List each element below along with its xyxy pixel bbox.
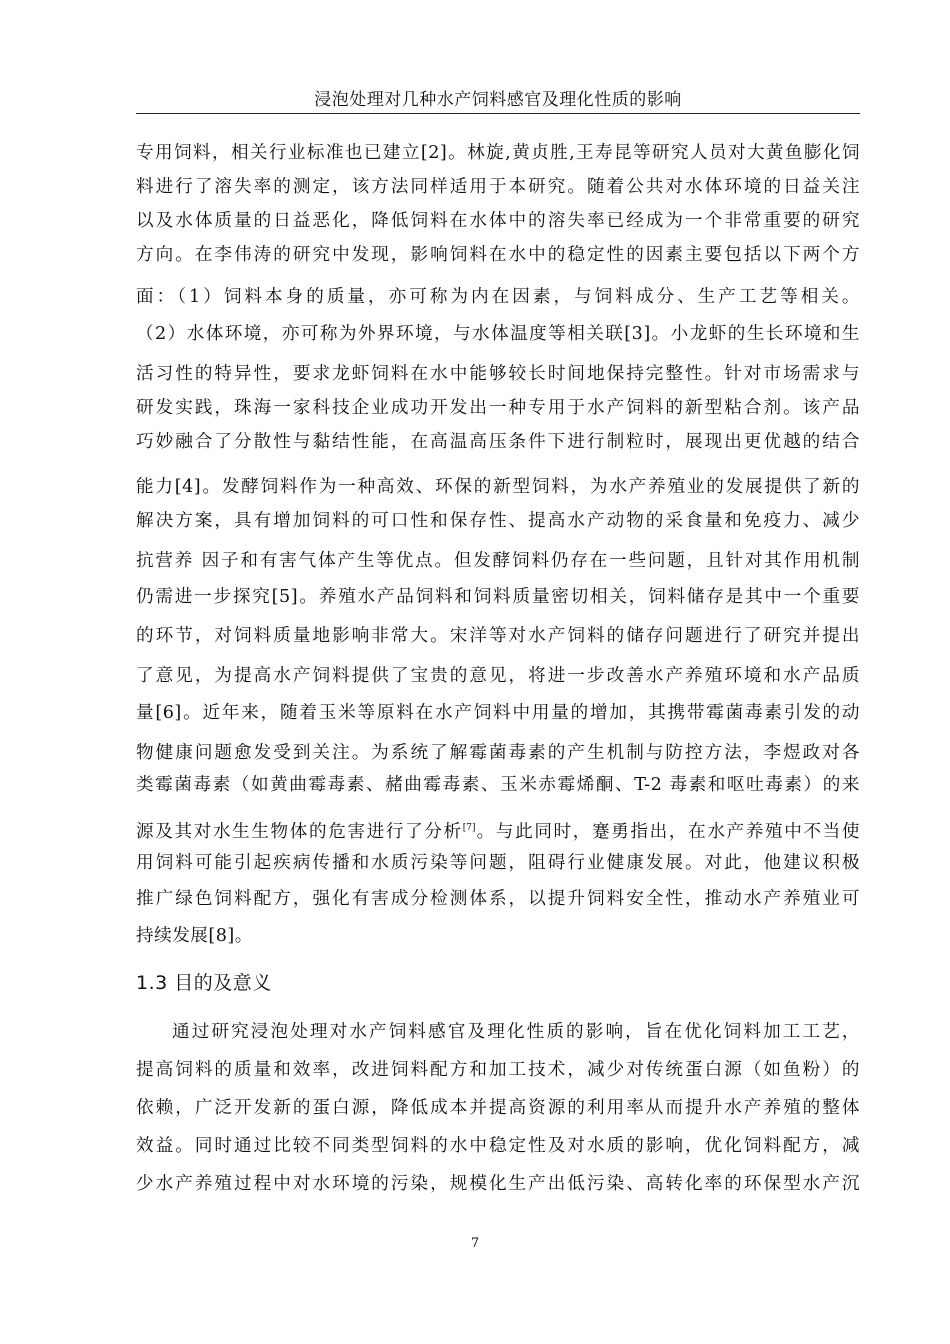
paragraph-line: 面：（1）饲料本身的质量，亦可称为内在因素，与饲料成分、生产工艺等相关。 (136, 287, 860, 307)
paragraph-line: 能力[4]。发酵饲料作为一种高效、环保的新型饲料，为水产养殖业的发展提供了新的 (136, 477, 860, 497)
paragraph-line: 活习性的特异性，要求龙虾饲料在水中能够较长时间地保持完整性。针对市场需求与 (136, 364, 860, 384)
section-heading: 1.3 目的及意义 (136, 972, 272, 994)
paragraph-line: 专用饲料，相关行业标准也已建立[2]。林旋,黄贞胜,王寿昆等研究人员对大黄鱼膨化饲 (136, 143, 860, 163)
paragraph-line: 依赖，广泛开发新的蛋白源，降低成本并提高资源的利用率从而提升水产养殖的整体 (136, 1098, 860, 1118)
paragraph-line: 类霉菌毒素（如黄曲霉毒素、赭曲霉毒素、玉米赤霉烯酮、T-2 毒素和呕吐毒素）的来 (136, 775, 860, 795)
paragraph-line: 少水产养殖过程中对水环境的污染，规模化生产出低污染、高转化率的环保型水产沉 (136, 1174, 860, 1194)
paragraph-line: 推广绿色饲料配方，强化有害成分检测体系，以提升饲料安全性，推动水产养殖业可 (136, 889, 860, 909)
page-number: 7 (470, 1236, 480, 1251)
citation: [7] (462, 823, 476, 833)
paragraph-line: 效益。同时通过比较不同类型饲料的水中稳定性及对水质的影响，优化饲料配方，减 (136, 1136, 860, 1156)
paragraph-line: 持续发展[8]。 (136, 926, 253, 946)
paragraph-line: 量[6]。近年来，随着玉米等原料在水产饲料中用量的增加，其携带霉菌毒素引发的动 (136, 703, 860, 723)
paragraph-line: 研发实践，珠海一家科技企业成功开发出一种专用于水产饲料的新型粘合剂。该产品 (136, 398, 860, 418)
paragraph-line: 方向。在李伟涛的研究中发现，影响饲料在水中的稳定性的因素主要包括以下两个方 (136, 245, 860, 265)
paragraph-line: 通过研究浸泡处理对水产饲料感官及理化性质的影响，旨在优化饲料加工工艺， (172, 1022, 860, 1042)
paragraph-line: 料进行了溶失率的测定，该方法同样适用于本研究。随着公共对水体环境的日益关注 (136, 177, 860, 197)
running-header: 浸泡处理对几种水产饲料感官及理化性质的影响 (314, 90, 682, 110)
paragraph-line: 抗营养 因子和有害气体产生等优点。但发酵饲料仍存在一些问题，且针对其作用机制 (136, 551, 860, 571)
paragraph-line: 用饲料可能引起疾病传播和水质污染等问题，阻碍行业健康发展。对此，他建议积极 (136, 853, 860, 873)
paragraph-line: 了意见，为提高水产饲料提供了宝贵的意见，将进一步改善水产养殖环境和水产品质 (136, 666, 860, 686)
paragraph-line: 巧妙融合了分散性与黏结性能，在高温高压条件下进行制粒时，展现出更优越的结合 (136, 432, 860, 452)
paragraph-line: 提高饲料的质量和效率，改进饲料配方和加工技术，减少对传统蛋白源（如鱼粉）的 (136, 1060, 860, 1080)
line-text: 。与此同时，蹇勇指出，在水产养殖中不当使 (475, 822, 860, 842)
paragraph-line: 解决方案，具有增加饲料的可口性和保存性、提高水产动物的采食量和免疫力、减少 (136, 511, 860, 531)
line-text: 源及其对水生生物体的危害进行了分析 (136, 822, 463, 842)
paragraph-line: 的环节，对饲料质量地影响非常大。宋洋等对水产饲料的储存问题进行了研究并提出 (136, 626, 860, 646)
paragraph-line: 仍需进一步探究[5]。养殖水产品饲料和饲料质量密切相关，饲料储存是其中一个重要 (136, 587, 860, 607)
paragraph-line: 物健康问题愈发受到关注。为系统了解霉菌毒素的产生机制与防控方法，李煜政对各 (136, 743, 860, 763)
paragraph-line (136, 816, 860, 840)
paragraph-line: （2）水体环境，亦可称为外界环境，与水体温度等相关联[3]。小龙虾的生长环境和生 (136, 324, 860, 344)
paragraph-line: 以及水体质量的日益恶化，降低饲料在水体中的溶失率已经成为一个非常重要的研究 (136, 211, 860, 231)
